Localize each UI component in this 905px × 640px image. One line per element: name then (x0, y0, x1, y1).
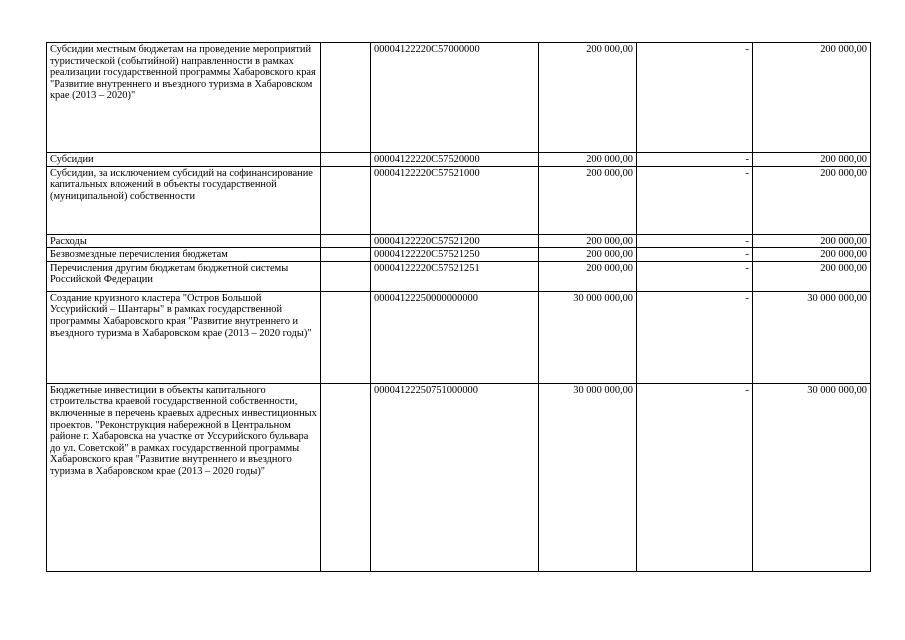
table-row (47, 153, 871, 167)
empty-cell (321, 43, 371, 153)
row-code: 00004122220С57521250 (371, 248, 539, 262)
empty-cell (321, 153, 371, 167)
row-exec: - (637, 43, 753, 153)
row-code: 00004122250751000000 (371, 383, 539, 571)
row-plan: 30 000 000,00 (539, 291, 637, 383)
row-total: 200 000,00 (753, 153, 871, 167)
row-total: 200 000,00 (753, 43, 871, 153)
row-name: Создание круизного кластера "Остров Большой Уссурийский – Шантары" в рамках государственной программы Хабаровского края "Развитие внутреннего и въездного туризма в Хабаровском крае (2013 – 2020 годы)" (47, 291, 321, 383)
row-total: 200 000,00 (753, 261, 871, 291)
table-row (47, 43, 871, 153)
row-exec: - (637, 383, 753, 571)
row-name: Безвозмездные перечисления бюджетам (47, 248, 321, 262)
row-code: 00004122220С57000000 (371, 43, 539, 153)
empty-cell (321, 248, 371, 262)
empty-cell (321, 261, 371, 291)
row-name: Бюджетные инвестиции в объекты капитального строительства краевой государственной собственности, включенные в перечень краевых адресных инвестиционных проектов. "Реконструкция набережной в Центральном районе г. Хабаровска на участке от Уссурийского бульвара до ул. Советской" в рамках государственной программы Хабаровского края "Развитие внутреннего и въездного туризма в Хабаровском крае (2013 – 2020 годы)" (47, 383, 321, 571)
row-plan: 200 000,00 (539, 166, 637, 234)
table-row (47, 261, 871, 291)
empty-cell (321, 383, 371, 571)
row-plan: 200 000,00 (539, 248, 637, 262)
table-row (47, 291, 871, 383)
row-plan: 200 000,00 (539, 153, 637, 167)
row-plan: 200 000,00 (539, 261, 637, 291)
row-plan: 30 000 000,00 (539, 383, 637, 571)
row-exec: - (637, 153, 753, 167)
row-name: Перечисления другим бюджетам бюджетной системы Российской Федерации (47, 261, 321, 291)
row-exec: - (637, 291, 753, 383)
row-plan: 200 000,00 (539, 234, 637, 248)
row-code: 00004122220С57521200 (371, 234, 539, 248)
table-row (47, 248, 871, 262)
row-code: 00004122220С57520000 (371, 153, 539, 167)
row-total: 200 000,00 (753, 234, 871, 248)
row-name: Субсидии, за исключением субсидий на софинансирование капитальных вложений в объекты государственной (муниципальной) собственности (47, 166, 321, 234)
row-total: 200 000,00 (753, 166, 871, 234)
row-exec: - (637, 261, 753, 291)
row-total: 30 000 000,00 (753, 383, 871, 571)
empty-cell (321, 291, 371, 383)
row-code: 00004122250000000000 (371, 291, 539, 383)
row-code: 00004122220С57521251 (371, 261, 539, 291)
row-plan: 200 000,00 (539, 43, 637, 153)
row-total: 30 000 000,00 (753, 291, 871, 383)
empty-cell (321, 166, 371, 234)
row-exec: - (637, 166, 753, 234)
row-name: Расходы (47, 234, 321, 248)
row-exec: - (637, 234, 753, 248)
row-total: 200 000,00 (753, 248, 871, 262)
row-code: 00004122220С57521000 (371, 166, 539, 234)
row-exec: - (637, 248, 753, 262)
empty-cell (321, 234, 371, 248)
budget-table (46, 42, 871, 572)
table-row (47, 383, 871, 571)
row-name: Субсидии местным бюджетам на проведение мероприятий туристической (событийной) направленности в рамках реализации государственной программы Хабаровского края "Развитие внутреннего и въездного туризма в Хабаровском крае (2013 – 2020)" (47, 43, 321, 153)
table-row (47, 166, 871, 234)
table-row (47, 234, 871, 248)
row-name: Субсидии (47, 153, 321, 167)
